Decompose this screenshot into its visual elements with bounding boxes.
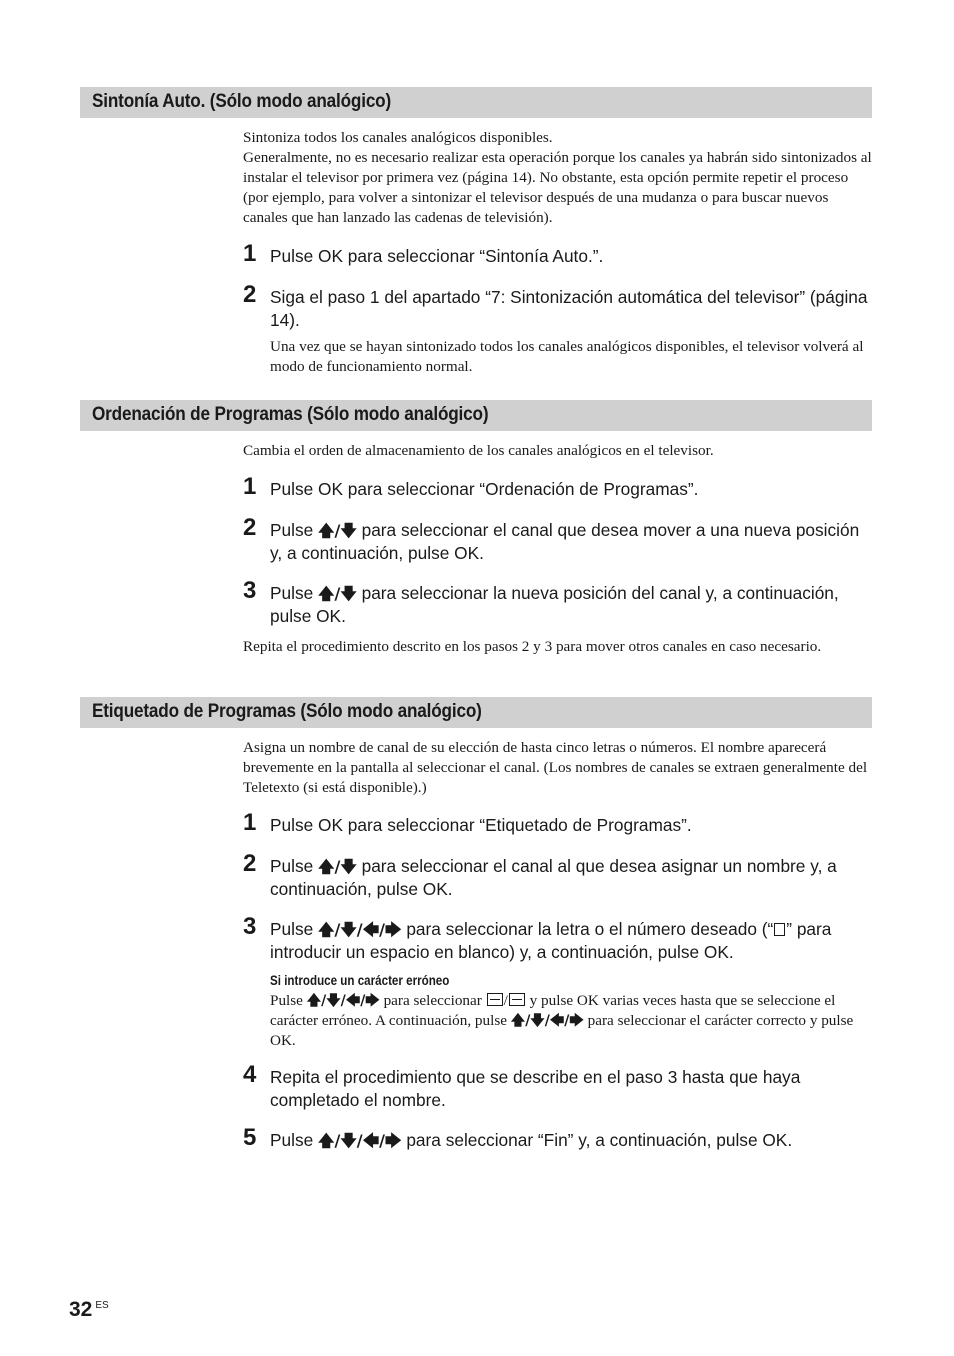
- section-etiquetado: [80, 697, 872, 1152]
- up-down-arrow-icon: 🡅/🡇: [318, 857, 357, 876]
- section-title: Etiquetado de Programas (Sólo modo analógico): [80, 697, 872, 728]
- intro-text: Asigna un nombre de canal de su elección de hasta cinco letras o números. El nombre aparecerá brevemente en la pantalla al seleccionar el canal. (Los nombres de canales se extraen generalmente del Teletexto (si está disponible).): [243, 739, 868, 796]
- step-2: 2 Siga el paso 1 del apartado “7: Sintonización automática del televisor” (página 14). Una vez que se hayan sintonizado todos los canales analógicos disponibles, el televisor volverá al modo de funcionamiento normal.: [243, 281, 868, 375]
- step-1: 1 Pulse OK para seleccionar “Etiquetado de Programas”.: [243, 809, 692, 836]
- step-2: 2 Pulse 🡅/🡇 para seleccionar el canal que desea mover a una nueva posición y, a continuación, pulse OK.: [243, 514, 860, 563]
- step-3: 3 Pulse 🡅/🡇/🡄/🡆 para seleccionar la letra o el número deseado (“ ” para introducir un espacio en blanco) y, a continuación, pulse OK. Si introduce un carácter erróneo Pulse 🡅/🡇/🡄/🡆 para seleccionar / y pulse OK varias veces hasta que se seleccione el carácter erróneo. A continuación, pulse 🡅/🡇/🡄/🡆 para seleccionar el carácter correcto y pulse OK.: [243, 918, 873, 1051]
- language-code: ES: [95, 1300, 109, 1311]
- up-down-arrow-icon: 🡅/🡇: [318, 584, 357, 603]
- four-direction-arrow-icon: 🡅/🡇/🡄/🡆: [510, 1013, 584, 1029]
- step-3: 3 Pulse 🡅/🡇 para seleccionar la nueva posición del canal y, a continuación, pulse OK.: [243, 577, 839, 626]
- four-direction-arrow-icon: 🡅/🡇/🡄/🡆: [306, 993, 380, 1009]
- insert-key-icon: [509, 993, 525, 1006]
- section-title: Ordenación de Programas (Sólo modo analógico): [80, 400, 872, 431]
- error-note: Pulse 🡅/🡇/🡄/🡆 para seleccionar / y pulse OK varias veces hasta que se seleccione el carácter erróneo. A continuación, pulse 🡅/🡇/🡄/🡆 para seleccionar el carácter correcto y pulse OK.: [270, 992, 854, 1049]
- up-down-arrow-icon: 🡅/🡇: [318, 521, 357, 540]
- four-direction-arrow-icon: 🡅/🡇/🡄/🡆: [318, 1131, 402, 1150]
- blank-space-icon: [774, 923, 785, 936]
- backspace-key-icon: [487, 993, 503, 1006]
- step-5: 5 Pulse 🡅/🡇/🡄/🡆 para seleccionar “Fin” y, a continuación, pulse OK.: [243, 1124, 793, 1151]
- intro-text: Cambia el orden de almacenamiento de los canales analógicos en el televisor.: [243, 442, 714, 459]
- step-2: 2 Pulse 🡅/🡇 para seleccionar el canal al que desea asignar un nombre y, a continuación, pulse OK.: [243, 850, 837, 899]
- after-note: Repita el procedimiento descrito en los pasos 2 y 3 para mover otros canales en caso necesario.: [243, 638, 822, 655]
- four-direction-arrow-icon: 🡅/🡇/🡄/🡆: [318, 920, 402, 939]
- step-1: 1 Pulse OK para seleccionar “Sintonía Auto.”.: [243, 240, 604, 267]
- page-number: 32 $^{ES}$: [69, 1298, 109, 1321]
- error-subheading: Si introduce un carácter erróneo: [270, 973, 450, 988]
- intro-text: Sintoniza todos los canales analógicos disponibles. Generalmente, no es necesario realizar esta operación porque los canales ya habrán sido sintonizados al instalar el televisor por primera vez (página 14). No obstante, esta opción permite repetir el proceso (por ejemplo, para volver a sintonizar el televisor después de una mudanza o para buscar nuevos canales que han lanzado las cadenas de televisión).: [243, 129, 872, 226]
- section-title: Sintonía Auto. (Sólo modo analógico): [80, 87, 872, 118]
- section-sintonia-auto: [80, 87, 872, 377]
- step-1: 1 Pulse OK para seleccionar “Ordenación de Programas”.: [243, 473, 699, 500]
- section-ordenacion: [80, 400, 872, 657]
- step-4: 4 Repita el procedimiento que se describe en el paso 3 hasta que haya completado el nombre.: [243, 1061, 801, 1110]
